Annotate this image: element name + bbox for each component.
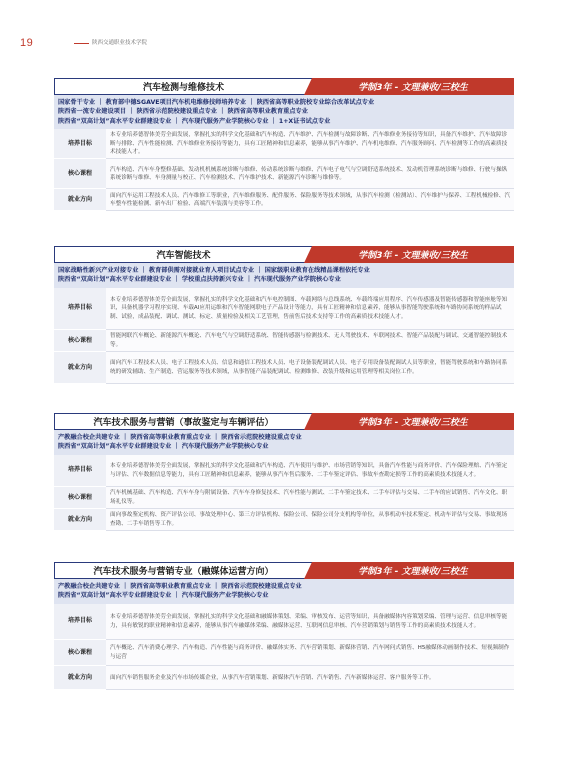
tag-line: 国家骨干专业 ｜ 教育部中德SGAVE项目汽车机电维修技师培养专业 ｜ 陕西省高等职业院校专业综合改革试点专业 xyxy=(58,99,375,106)
section-edu-badge: 学制3年 - 文理兼收/三校生 xyxy=(312,413,514,430)
row-text: 面向汽车运用工程技术人员、汽车维修工等职业，汽车维修服务、配件服务、保险服务等技术领域，从事汽车检测（检测站）、汽车维护与保养、工程机械检修、汽车整车性能检测、新车出厂检验、高端汽车装潢与美容等工作。 xyxy=(106,189,514,211)
section-edu-badge: 学制3年 - 文理兼收/三校生 xyxy=(312,562,514,579)
row-text: 本专业培养德智体美劳全面发展，掌握扎实的科学文化基础和汽车构造、汽车维护、汽车检测与故障诊断、汽车维修业务接待等知识，具备汽车维护、汽车故障诊断与排除、汽车性能检测、汽车维修业务接待等能力，具有工匠精神和信息素养，能够从事汽车维护、汽车机电维修、汽车服务顾问、汽车检测等工作的高素质技术技能人才。 xyxy=(106,129,514,159)
section-tags xyxy=(54,95,514,129)
tag-line: 产教融合校企共建专业 ｜ 陕西省高等职业教育重点专业 ｜ 陕西省示范院校建设重点专业 xyxy=(58,583,302,590)
header-divider xyxy=(74,43,89,44)
section-table xyxy=(54,455,514,532)
table-row xyxy=(54,330,514,352)
section-header xyxy=(54,246,514,263)
tag-line: 陕西省一流专业建设项目 ｜ 陕西省示范院校建设重点专业 ｜ 陕西省高等职业教育重点专业 xyxy=(58,108,308,116)
section-tags xyxy=(54,579,514,604)
section-edu-badge: 学制3年 - 文理兼收/三校生 xyxy=(312,246,514,263)
row-text: 本专业培养德智体美劳全面发展，掌握扎实的科学文化基础和汽车电控制图、车载网络与总线系统、车载终端应用程序、汽车传感器及智能传感器和智能座舱等知识，具备机器学习程序实现、车载AI应用运维和汽车智能网联电子产品设计等能力，具有工匠精神和信息素养，能够从事智能驾驶系统和车路协同系统的样品试制、试验，成品装配、调试、测试、标定、质量检验及相关工艺管理，售前售后技术支持等工作的高素质技术技能人才。 xyxy=(106,288,514,330)
table-row xyxy=(54,129,514,159)
section-header xyxy=(54,78,514,95)
section-tags xyxy=(54,263,514,288)
program-section-automotive-inspection xyxy=(54,78,514,211)
program-section-media-operations xyxy=(54,562,514,690)
table-row xyxy=(54,189,514,211)
row-label: 核心课程 xyxy=(54,487,106,509)
row-text: 汽车机械基础、汽车构造、汽车车身与附属设备、汽车车身修复技术、汽车性能与测试、二手车鉴定技术、二手车评估与交易、二手车的应试销售、汽车文化、职场礼仪等。 xyxy=(106,487,514,509)
table-row xyxy=(54,159,514,189)
section-edu-badge: 学制3年 - 文理兼收/三校生 xyxy=(312,78,514,95)
row-label: 培养目标 xyxy=(54,288,106,330)
row-text: 面向汽车销售服务企业及汽车市场传媒企业，从事汽车营销策划、新媒体汽车营销、汽车销售、汽车新媒体运营、客户服务等工作。 xyxy=(106,666,514,690)
row-text: 本专业培养德智体美劳全面发展，掌握扎实的科学文化基础和汽车构造、汽车使用与维护、市场营销等知识，具备汽车性能与商务评价、汽车保险理赔、汽车鉴定与评估、汽车数据信息等能力，具有工匠精神和信息素养，能够从事汽车售后服务、二手车鉴定评估、事故车查勘定损等工作的高素质技术技能人才。 xyxy=(106,455,514,487)
row-label: 就业方向 xyxy=(54,189,106,211)
section-title: 汽车技术服务与营销专业（融媒体运营方向） xyxy=(54,562,312,579)
table-row xyxy=(54,640,514,666)
row-label: 核心课程 xyxy=(54,640,106,666)
program-section-intelligent-vehicle xyxy=(54,246,514,384)
section-title: 汽车智能技术 xyxy=(54,246,312,263)
tag-line: 陕西省“双高计划”高水平专业群建设专业 ｜ 汽车现代服务产业学院核心专业 xyxy=(58,443,269,451)
row-text: 汽车构造、汽车车身整修基础、发动机机械系统诊断与维修、传动系统诊断与维修、汽车电子电气与空调舒适系统技术、发动机管理系统诊断与维修、行驶与操纵系统诊断与维修、车身测量与校正、汽车检测技术、汽车维护技术、新能源汽车诊断与维修等。 xyxy=(106,159,514,189)
table-row xyxy=(54,666,514,690)
row-label: 培养目标 xyxy=(54,129,106,159)
section-title: 汽车技术服务与营销（事故鉴定与车辆评估） xyxy=(54,413,312,430)
tag-line: 陕西省“双高计划”高水平专业群建设专业 ｜ 汽车现代服务产业学院核心专业 ｜ 1+X证书试点专业 xyxy=(58,117,331,125)
page-header xyxy=(0,0,566,50)
table-row xyxy=(54,352,514,384)
row-text: 汽车概论、汽车消费心理学、汽车构造、汽车性能与商务评价、融媒体实务、汽车营销策划、新媒体营销、汽车网问式销售、H5融媒体动画制作技术、短视频制作与运营 xyxy=(106,640,514,666)
table-row xyxy=(54,455,514,487)
row-label: 就业方向 xyxy=(54,352,106,384)
section-title: 汽车检测与维修技术 xyxy=(54,78,312,95)
section-table xyxy=(54,604,514,691)
section-table xyxy=(54,288,514,385)
row-text: 本专业培养德智体美劳全面发展，掌握扎实的科学文化基础和融媒体策划、采编、审核发布、运营等知识，具备融媒体内容策划采编、管理与运营、信息审核等能力，具有敏锐的职业精神和信息素养，能够从事汽车融媒体采编、融媒体运营、互联网信息审核、汽车营销策划与销售等工作的高素质技术技能人才。 xyxy=(106,604,514,640)
tag-line: 国家战略性新兴产业对接专业 ｜ 教育部供需对接就业育人项目试点专业 ｜ 国家级职业教育在线精品课程依托专业 xyxy=(58,267,370,274)
tag-line: 陕西省“双高计划”高水平专业群建设专业 ｜ 学校重点扶持新兴专业 ｜ 汽车现代服务产业学院核心专业 xyxy=(58,276,341,284)
section-tags xyxy=(54,430,514,455)
row-label: 核心课程 xyxy=(54,159,106,189)
table-row xyxy=(54,509,514,531)
page-number: 19 xyxy=(20,37,34,49)
row-label: 就业方向 xyxy=(54,509,106,531)
tag-line: 陕西省“双高计划”高水平专业群建设专业 ｜ 汽车现代服务产业学院核心专业 xyxy=(58,592,269,600)
tag-line: 产教融合校企共建专业 ｜ 陕西省高等职业教育重点专业 ｜ 陕西省示范院校建设重点专业 xyxy=(58,434,302,441)
row-label: 培养目标 xyxy=(54,604,106,640)
row-text: 智能网联汽车概论、新能源汽车概论、汽车电气与空调舒适系统、智能传感器与检测技术、无人驾驶技术、车联网技术、智能产品装配与调试、交通智能控制技术等。 xyxy=(106,330,514,352)
section-header xyxy=(54,413,514,430)
section-table xyxy=(54,129,514,211)
program-section-accident-assessment xyxy=(54,413,514,531)
header-title: 陕西交通职业技术学院 xyxy=(92,40,148,46)
row-text: 面向汽车工程技术人员、电子工程技术人员、信息和通信工程技术人员、电子设备装配调试人员、电子专用设备装配调试人员等职业，智能驾驶系统和车路协同系统的研发辅助、生产制造、营运服务等技术领域，从事智能产品装配调试、检测维修、改装升级和运用管理等相关岗位工作。 xyxy=(106,352,514,384)
section-header xyxy=(54,562,514,579)
row-label: 培养目标 xyxy=(54,455,106,487)
row-label: 就业方向 xyxy=(54,666,106,690)
table-row xyxy=(54,288,514,330)
row-text: 面向事故鉴定机构、资产评估公司、事故处理中心、第三方评估机构、保险公司、保险公司分支机构等单位，从事机动车技术鉴定、机动车评估与交易、事故现场查勘、二手车销售等工作。 xyxy=(106,509,514,531)
row-label: 核心课程 xyxy=(54,330,106,352)
table-row xyxy=(54,487,514,509)
table-row xyxy=(54,604,514,640)
